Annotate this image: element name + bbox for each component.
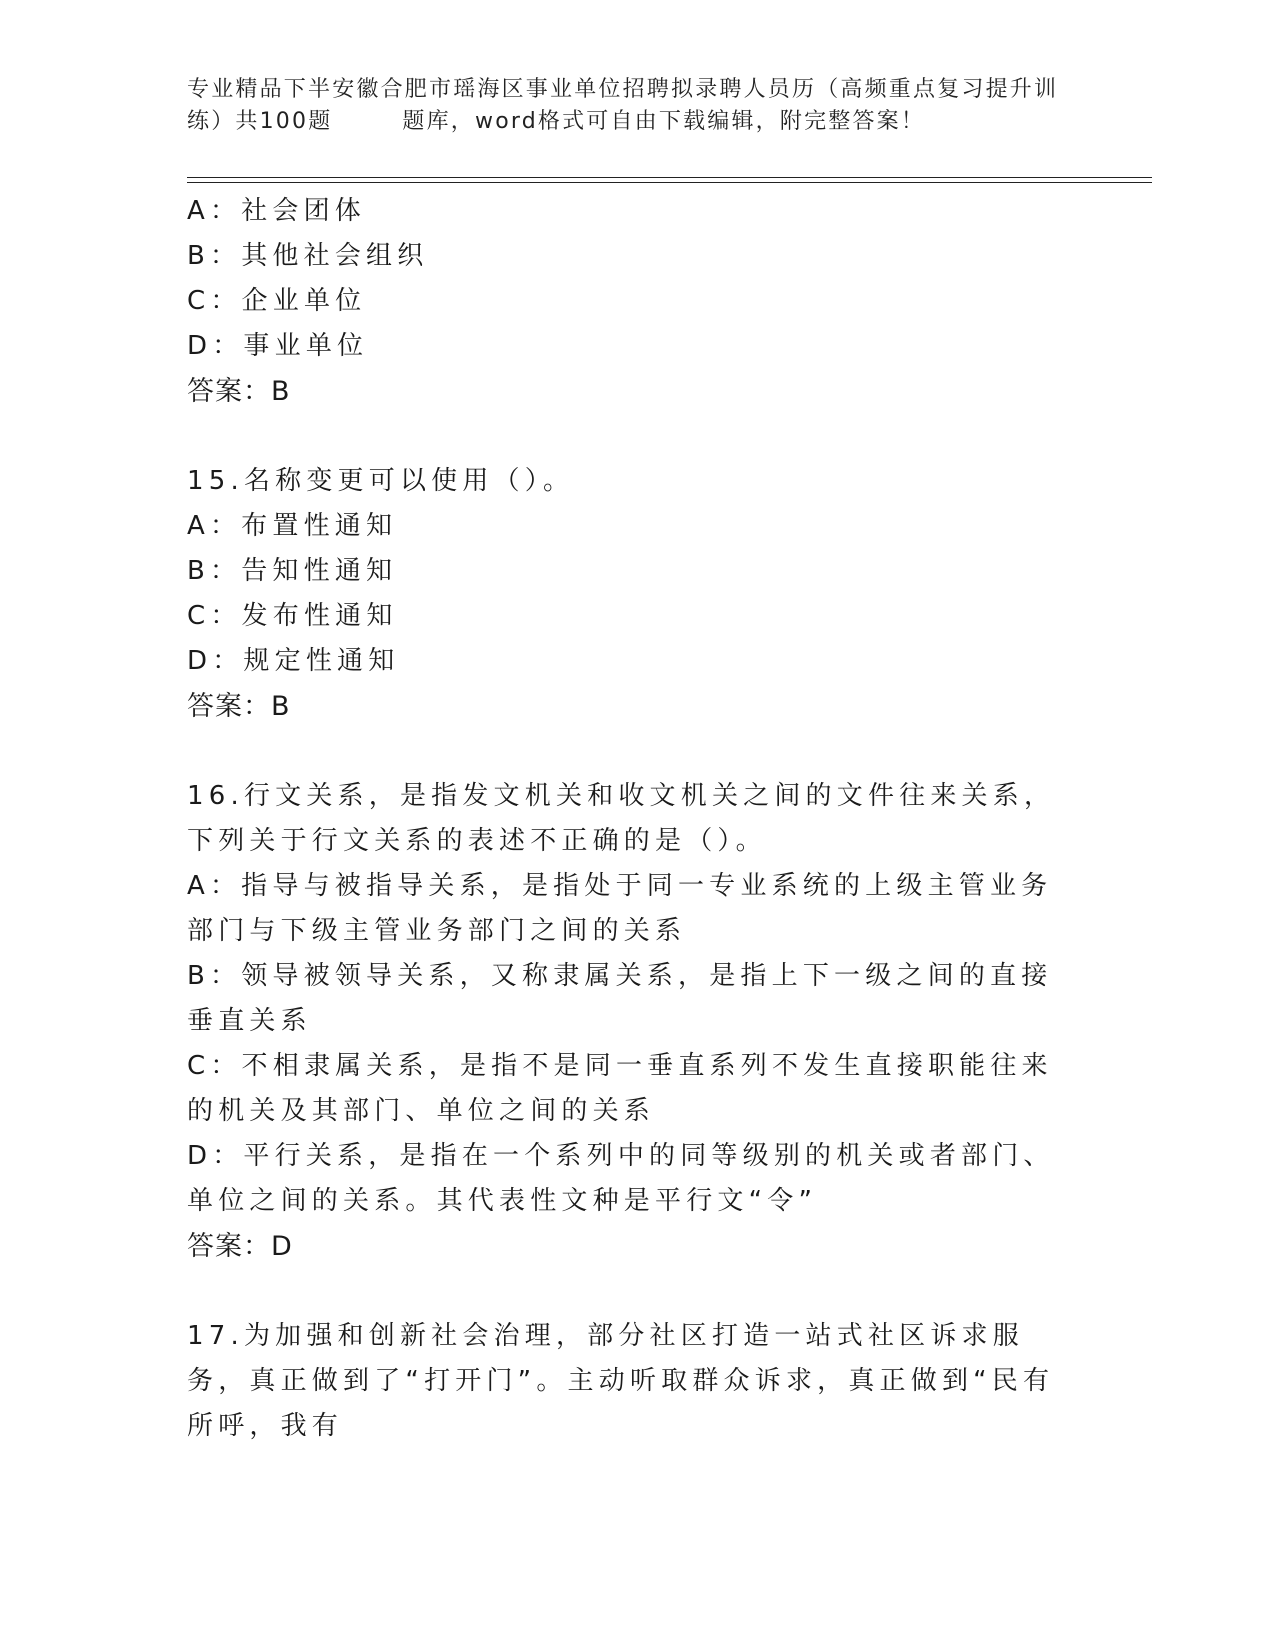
option-d: D：规定性通知 [187, 646, 400, 676]
answer: 答案：B [187, 691, 291, 722]
header-line-1: 专业精品下半安徽合肥市瑶海区事业单位招聘拟录聘人员历（高频重点复习提升训 [187, 77, 1059, 102]
question-stem: 16.行文关系，是指发文机关和收文机关之间的文件往来关系，下列关于行文关系的表述不正确的是（）。 [187, 781, 1056, 856]
option-c: C：发布性通知 [187, 601, 398, 631]
option-a: A：指导与被指导关系，是指处于同一专业系统的上级主管业务部门与下级主管业务部门之间的关系 [187, 871, 1053, 946]
spacer [187, 415, 1067, 459]
question-stem: 15.名称变更可以使用（）。 [187, 466, 575, 496]
option-b: B：告知性通知 [187, 556, 398, 586]
option-b: B：领导被领导关系，又称隶属关系，是指上下一级之间的直接垂直关系 [187, 961, 1053, 1036]
question-stem: 17.为加强和创新社会治理，部分社区打造一站式社区诉求服务，真正做到了“打开门”。主动听取群众诉求，真正做到“民有所呼，我有 [187, 1321, 1055, 1441]
option-c: C：不相隶属关系，是指不是同一垂直系列不发生直接职能往来的机关及其部门、单位之间的关系 [187, 1051, 1053, 1126]
option-a: A：布置性通知 [187, 511, 398, 541]
question-17 [187, 1314, 1067, 1449]
option-d: D：事业单位 [187, 331, 369, 361]
question-16 [187, 774, 1067, 1270]
option-b: B：其他社会组织 [187, 241, 429, 271]
answer: 答案：B [187, 376, 291, 407]
header-line-2-part-1: 练）共100题 [187, 109, 333, 134]
option-a: A：社会团体 [187, 196, 366, 226]
answer: 答案：D [187, 1231, 293, 1262]
option-c: C：企业单位 [187, 286, 367, 316]
header-line-2 [187, 106, 1087, 138]
header-line-2-part-2: 题库，word格式可自由下载编辑，附完整答案！ [402, 109, 926, 134]
header-rule-bottom [187, 182, 1152, 183]
document-body [187, 189, 1067, 1449]
question-15 [187, 459, 1067, 730]
option-d: D：平行关系，是指在一个系列中的同等级别的机关或者部门、单位之间的关系。其代表性文种是平行文“令” [187, 1141, 1055, 1216]
header-rule-top [187, 177, 1152, 178]
spacer [187, 1270, 1067, 1314]
spacer [187, 730, 1067, 774]
document-header [187, 74, 1087, 138]
question-14 [187, 189, 1067, 415]
